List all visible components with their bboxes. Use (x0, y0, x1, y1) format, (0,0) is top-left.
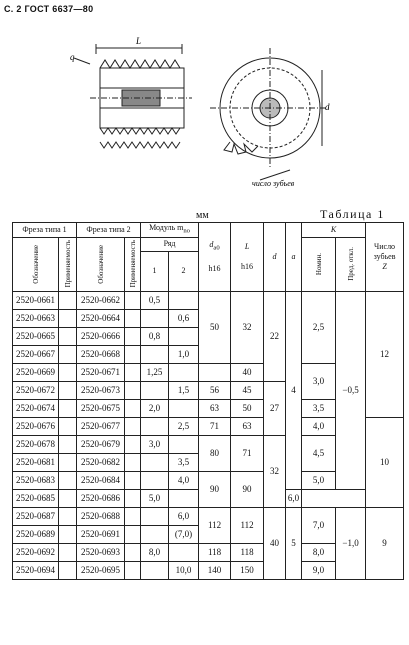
table-row: 2520-0665 2520-0666 0,8 (13, 327, 404, 345)
col-da0: $d_{a0}$ h16 (199, 223, 231, 292)
table-row: 2520-0678 2520-0679 3,0 80 71 32 4,5 (13, 435, 404, 453)
table-row: 2520-0683 2520-0684 4,0 90 90 5,0 (13, 471, 404, 489)
col-type2-applicability: Применяемость (125, 237, 141, 291)
col-teeth: Число зубьев Z (366, 223, 404, 292)
table-row: 2520-0687 2520-0688 6,0 112 112 40 5 7,0 −1,0 9 (13, 507, 404, 525)
label-d: d (325, 102, 330, 112)
hob-table (12, 222, 404, 580)
col-module: Модуль $m_{no}$ (141, 223, 199, 238)
table-row: 2520-0661 2520-0662 0,5 50 32 22 4 2,5 −0,5 12 (13, 291, 404, 309)
table-row: 2520-0685 2520-0686 5,0 6,0 (13, 489, 404, 507)
col-type1: Фреза типа 1 (13, 223, 77, 238)
col-type1-designation: Обозначение (13, 237, 59, 291)
table-row: 2520-0672 2520-0673 1,5 56 45 27 (13, 381, 404, 399)
cutter-drawing (60, 30, 360, 200)
cutter-side-view (74, 44, 192, 148)
table-row: 2520-0689 2520-0691 (7,0) (13, 525, 404, 543)
col-type2: Фреза типа 2 (77, 223, 141, 238)
table-row: 2520-0681 2520-0682 3,5 (13, 453, 404, 471)
table-row: 2520-0676 2520-0677 2,5 71 63 4,0 10 (13, 417, 404, 435)
units-label: мм (196, 210, 209, 221)
page-header: С. 2 ГОСТ 6637—80 (4, 4, 94, 14)
table-row: 2520-0663 2520-0664 0,6 (13, 309, 404, 327)
teeth-annotation: число зубьев (252, 179, 295, 188)
col-a: a (286, 223, 302, 292)
table-row: 2520-0694 2520-0695 10,0 140 150 9,0 (13, 561, 404, 579)
col-row2: 2 (169, 251, 199, 291)
col-row1: 1 (141, 251, 169, 291)
col-type1-applicability: Применяемость (59, 237, 77, 291)
col-K: K (302, 223, 366, 238)
col-K-pred: Пред. откл. (336, 237, 366, 291)
table-title: Таблица 1 (320, 207, 385, 221)
col-type2-designation: Обозначение (77, 237, 125, 291)
col-d: d (264, 223, 286, 292)
col-row: Ряд (141, 237, 199, 251)
col-L: L h16 (231, 223, 264, 292)
label-q: q (70, 52, 75, 62)
col-K-nomin: Номин. (302, 237, 336, 291)
table-row: 2520-0674 2520-0675 2,0 63 50 3,5 (13, 399, 404, 417)
label-L: L (136, 36, 142, 46)
table-row: 2520-0692 2520-0693 8,0 118 118 8,0 (13, 543, 404, 561)
table-row: 2520-0667 2520-0668 1,0 (13, 345, 404, 363)
table-row: 2520-0669 2520-0671 1,25 40 3,0 (13, 363, 404, 381)
cutter-front-view (210, 48, 330, 180)
